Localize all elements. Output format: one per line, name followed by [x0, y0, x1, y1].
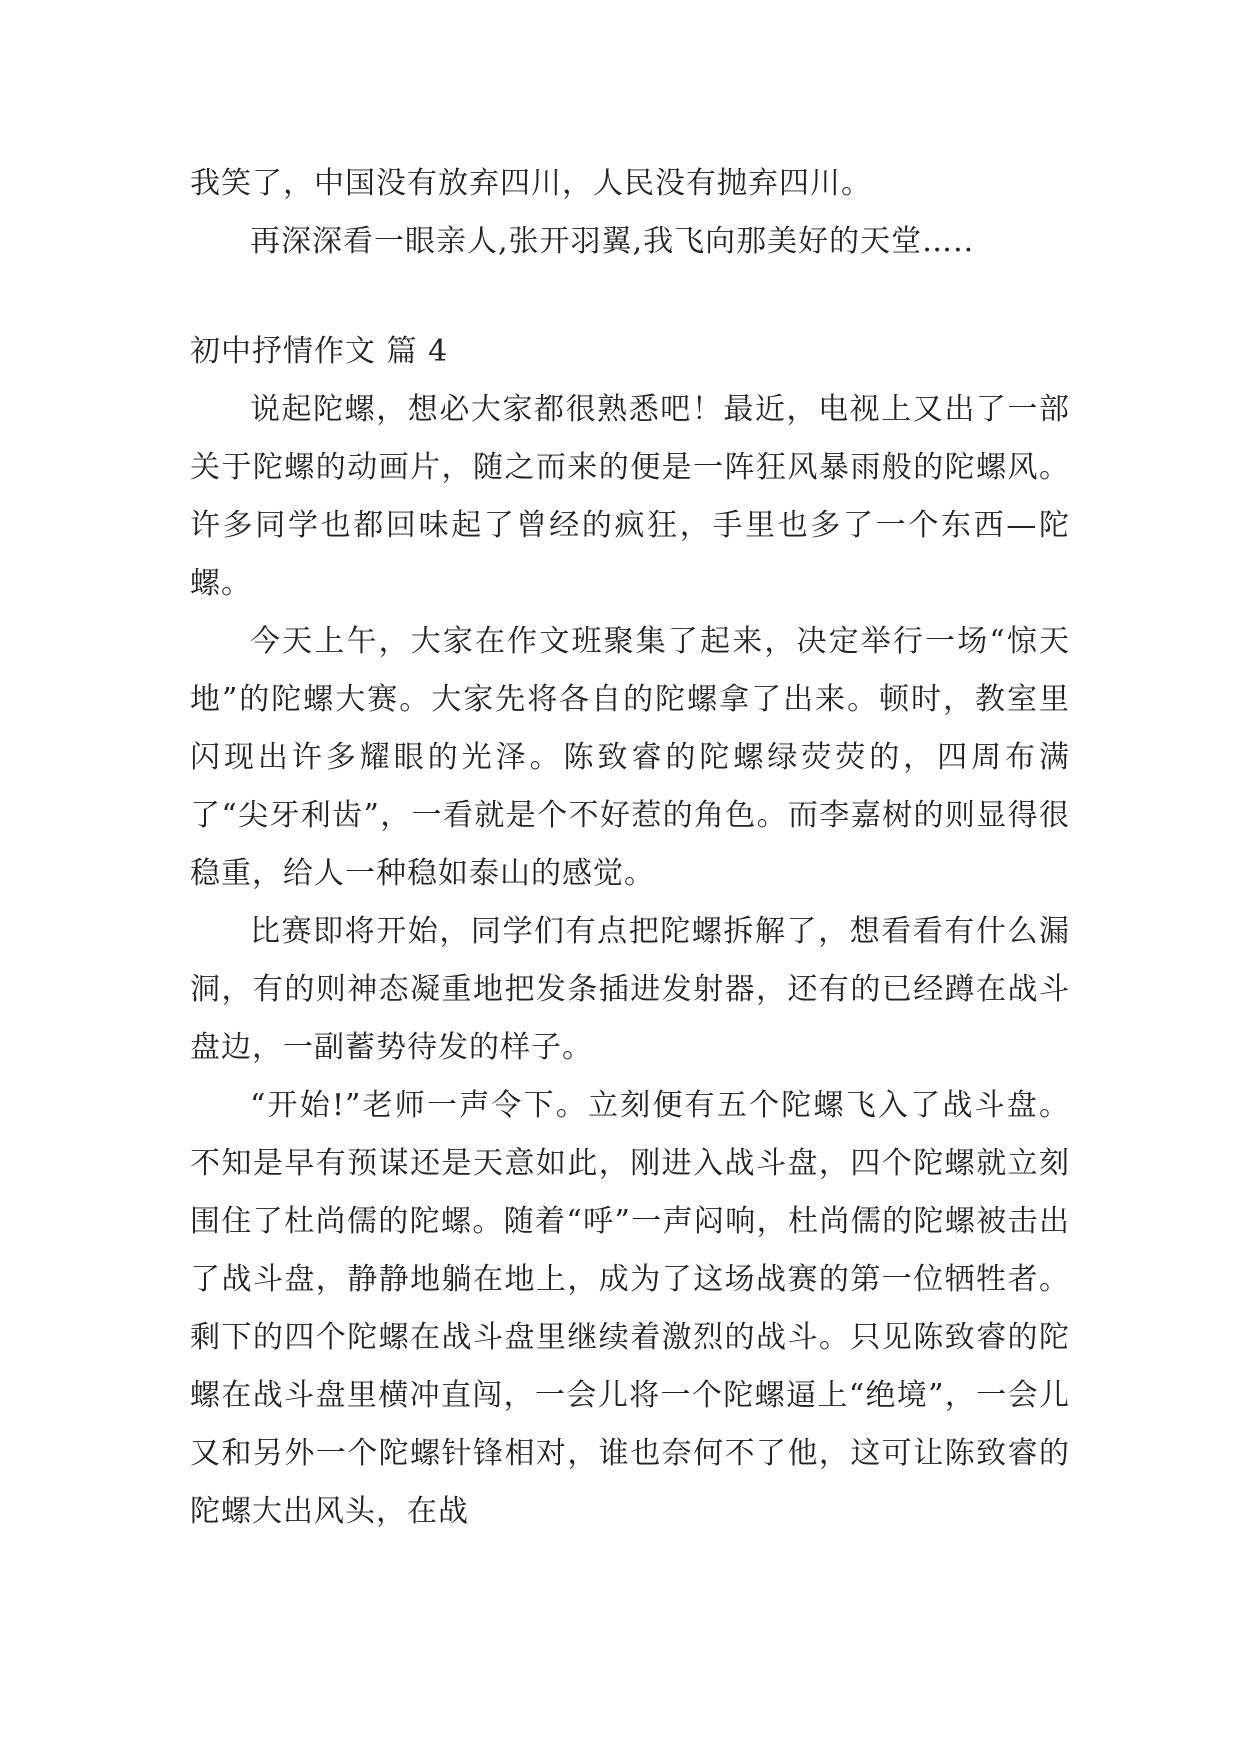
continuation-paragraph: 再深深看一眼亲人,张开羽翼,我飞向那美好的天堂…..: [250, 224, 975, 259]
paragraph: 比赛即将开始，同学们有点把陀螺拆解了，想看看有什么漏洞，有的则神态凝重地把发条插进发射器，还有的已经蹲在战斗盘边，一副蓄势待发的样子。: [190, 914, 1070, 1065]
paragraph: “开始!”老师一声令下。立刻便有五个陀螺飞入了战斗盘。不知是早有预谋还是天意如此，刚进入战斗盘，四个陀螺就立刻围住了杜尚儒的陀螺。随着“呼”一声闷响，杜尚儒的陀螺被击出了战斗盘，静静地躺在地上，成为了这场战赛的第一位牺牲者。剩下的四个陀螺在战斗盘里继续着激烈的战斗。只见陈致睿的陀螺在战斗盘里横冲直闯，一会儿将一个陀螺逼上“绝境”，一会儿又和另外一个陀螺针锋相对，谁也奈何不了他，这可让陈致睿的陀螺大出风头，在战: [190, 1088, 1070, 1529]
continuation-line: 我笑了，中国没有放弃四川，人民没有抛弃四川。: [190, 166, 872, 201]
paragraph: 今天上午，大家在作文班聚集了起来，决定举行一场“惊天地”的陀螺大赛。大家先将各自的陀螺拿了出来。顿时，教室里闪现出许多耀眼的光泽。陈致睿的陀螺绿荧荧的，四周布满了“尖牙利齿”，一看就是个不好惹的角色。而李嘉树的则显得很稳重，给人一种稳如泰山的感觉。: [190, 624, 1070, 891]
paragraph: 说起陀螺，想必大家都很熟悉吧！最近，电视上又出了一部关于陀螺的动画片，随之而来的便是一阵狂风暴雨般的陀螺风。许多同学也都回味起了曾经的疯狂，手里也多了一个东西—陀螺。: [190, 392, 1070, 601]
document-body: [190, 155, 1070, 1541]
section-heading: 初中抒情作文 篇 4: [190, 334, 449, 369]
